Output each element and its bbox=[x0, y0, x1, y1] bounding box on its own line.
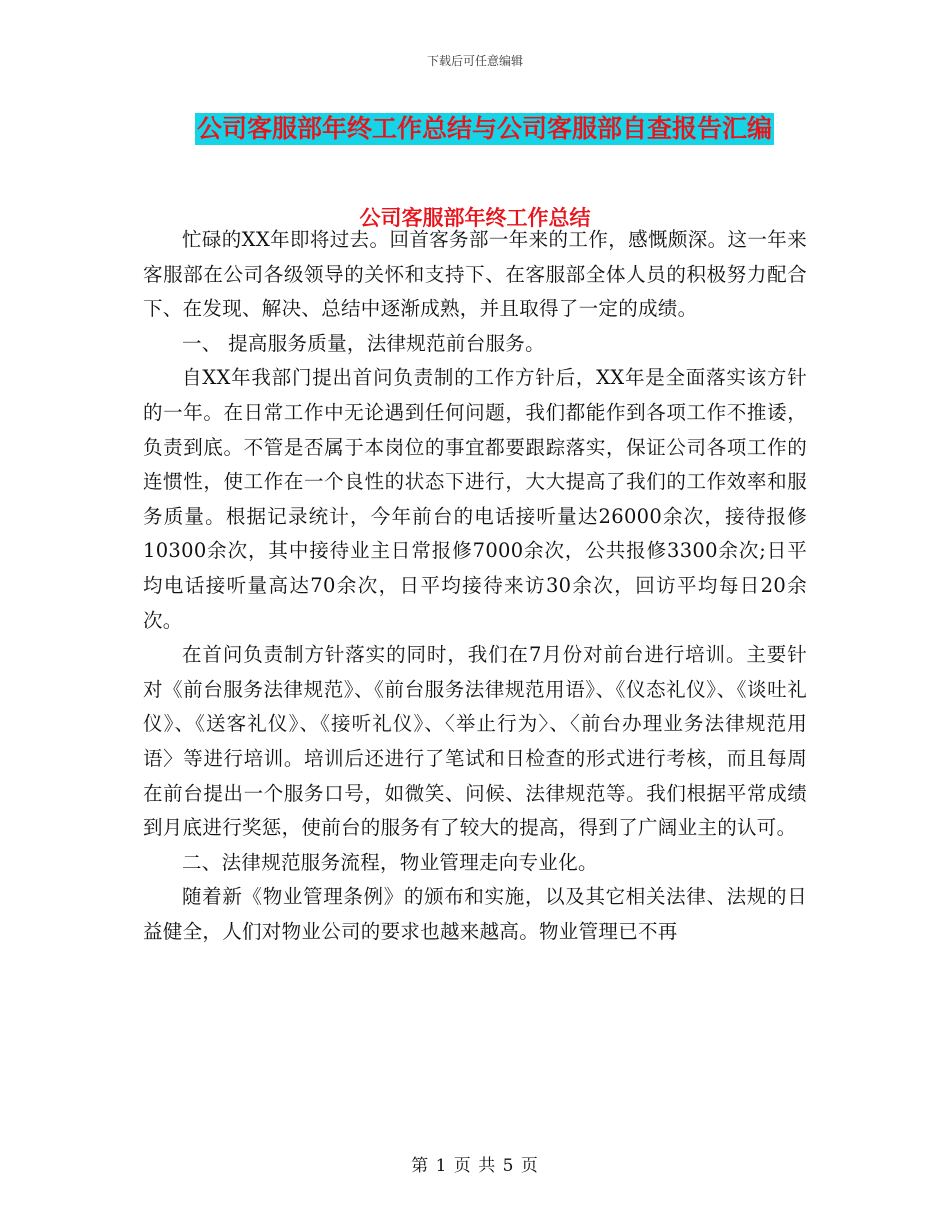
page-header-note: 下载后可任意编辑 bbox=[426, 54, 523, 68]
document-body bbox=[143, 223, 807, 949]
paragraph-intro: 忙碌的XX年即将过去。回首客务部一年来的工作，感慨颇深。这一年来客服部在公司各级领导的关怀和支持下、在客服部全体人员的积极努力配合下、在发现、解决、总结中逐渐成熟，并且取得了一定的成绩。 bbox=[143, 228, 807, 321]
page-number-footer: 第 1 页 共 5 页 bbox=[411, 1156, 539, 1176]
paragraph-regulations: 随着新《物业管理条例》的颁布和实施，以及其它相关法律、法规的日益健全，人们对物业公司的要求也越来越高。物业管理已不再 bbox=[143, 885, 807, 943]
section-title: 公司客服部年终工作总结 bbox=[359, 206, 591, 230]
paragraph-training: 在首问负责制方针落实的同时，我们在7月份对前台进行培训。主要针对《前台服务法律规范》、《前台服务法律规范用语》、《仪态礼仪》、《谈吐礼仪》、《送客礼仪》、《接听礼仪》、〈举止行为〉、〈前台办理业务法律规范用语〉等进行培训。培训后还进行了笔试和日检查的形式进行考核，而且每周在前台提出一个服务口号，如微笑、问候、法律规范等。我们根据平常成绩到月底进行奖惩，使前台的服务有了较大的提高，得到了广阔业主的认可。 bbox=[143, 643, 807, 840]
document-title: 公司客服部年终工作总结与公司客服部自查报告汇编 bbox=[197, 114, 773, 143]
paragraph-first-responsibility: 自XX年我部门提出首问负责制的工作方针后，XX年是全面落实该方针的一年。在日常工作中无论遇到任何问题，我们都能作到各项工作不推诿，负责到底。不管是否属于本岗位的事宜都要跟踪落实，保证公司各项工作的连惯性，使工作在一个良性的状态下进行，大大提高了我们的工作效率和服务质量。根据记录统计，今年前台的电话接听量达26000余次，接待报修10300余次，其中接待业主日常报修7000余次，公共报修3300余次;日平均电话接听量高达70余次，日平均接待来访30余次，回访平均每日20余次。 bbox=[143, 366, 807, 632]
heading-point-one: 一、 提高服务质量，法律规范前台服务。 bbox=[182, 331, 545, 355]
heading-point-two: 二、法律规范服务流程，物业管理走向专业化。 bbox=[182, 850, 598, 874]
